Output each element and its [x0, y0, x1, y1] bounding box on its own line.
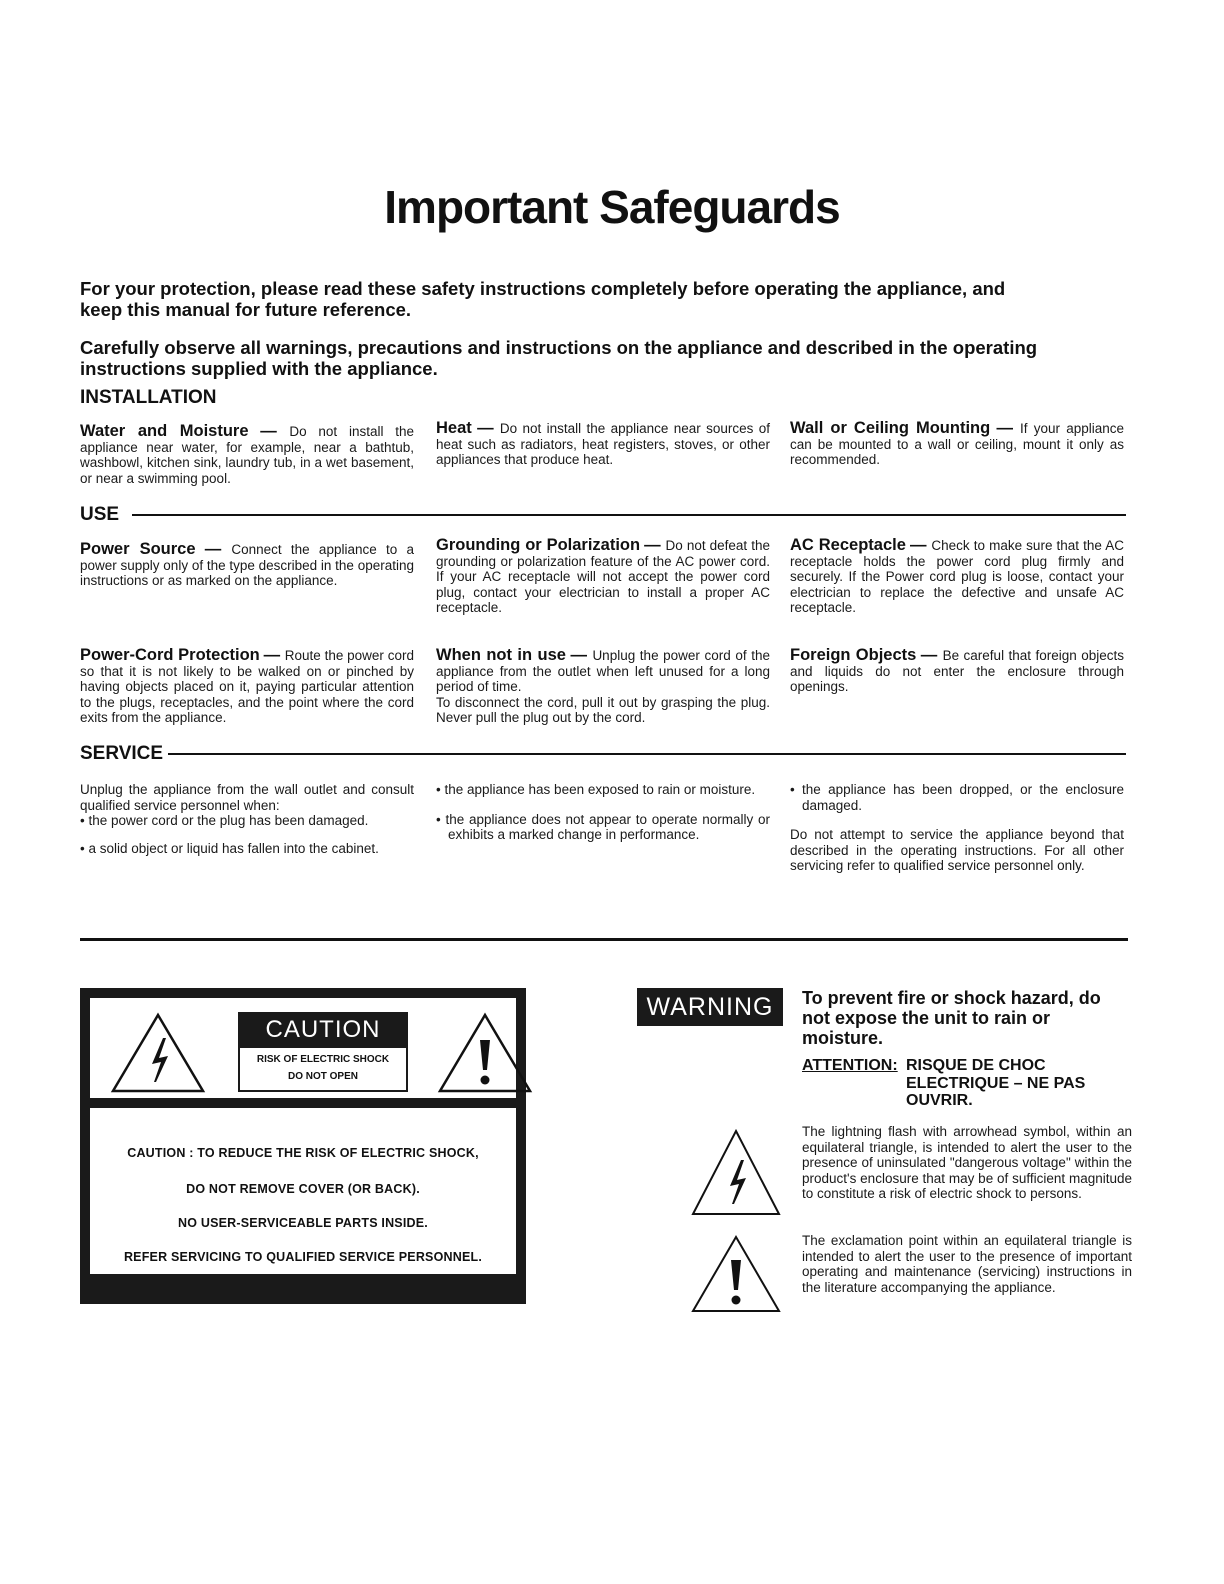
exclamation-symbol-text: The exclamation point within an equilateral triangle is intended to alert the user to the presence of important operating and maintenance (servicing) instructions in the literature accompanying the appliance. [802, 1233, 1132, 1295]
attention-label: ATTENTION: [802, 1057, 898, 1074]
page-title: Important Safeguards [384, 181, 840, 233]
caution-line-4: REFER SERVICING TO QUALIFIED SERVICE PERSONNEL. [123, 1250, 483, 1264]
lightning-triangle-icon [110, 1012, 206, 1094]
wall-mount-block: Wall or Ceiling Mounting — If your appliance can be mounted to a wall or ceiling, mount it only as recommended. [790, 419, 1125, 467]
intro-paragraph-2: Carefully observe all warnings, precautions and instructions on the appliance and described in the operating instructions supplied with the appliance. [80, 337, 1038, 379]
foreign-heading: Foreign Objects [790, 646, 917, 664]
grounding-heading: Grounding or Polarization [436, 536, 641, 554]
service-bullet-object: • a solid object or liquid has fallen into the cabinet. [80, 840, 379, 856]
caution-badge [238, 1012, 408, 1092]
ac-receptacle-body: Check to make sure that the AC receptacle holds the power cord plug firmly and securely. If the Power cord plug is loose, contact your electrician to replace the defective and unsafe AC receptacle. [790, 538, 1124, 615]
not-in-use-heading: When not in use [436, 646, 566, 664]
not-in-use-body-2: To disconnect the cord, pull it out by grasping the plug. Never pull the plug out by the cord. [436, 694, 770, 725]
use-divider [132, 514, 1126, 516]
service-col-3 [790, 782, 1124, 880]
service-col-1 [80, 782, 414, 862]
heat-heading: Heat [436, 419, 472, 437]
power-source-body: Connect the appliance to a power supply only of the type described in the operating instructions or as marked on the appliance. [80, 542, 414, 588]
caution-top-panel [90, 998, 516, 1098]
service-divider [168, 753, 1126, 755]
heat-block: Heat — Do not install the appliance near sources of heat such as radiators, heat registers, stoves, or other appliances that produce heat. [436, 419, 770, 467]
caution-word: CAUTION [238, 1012, 408, 1048]
wall-heading: Wall or Ceiling Mounting [790, 419, 991, 437]
not-in-use-block: When not in use — Unplug the power cord of the appliance from the outlet when left unused for a long period of time. To disconnect the cord, pull it out by grasping the plug. Never pull the plug out by the cord. [436, 646, 770, 725]
cord-protection-body: Route the power cord so that it is not likely to be walked on or pinched by having objects placed on it, paying particular attention to the plugs, receptacles, and the point where the cord exits from the appliance. [80, 648, 414, 725]
cord-protection-heading: Power-Cord Protection [80, 646, 260, 664]
water-moisture-block: Water and Moisture — Do not install the appliance near water, for example, near a bathtub, washbowl, kitchen sink, laundry tub, in a wet basement, or near a swimming pool. [80, 422, 414, 486]
service-intro: Unplug the appliance from the wall outlet and consult qualified service personnel when: [80, 782, 414, 813]
section-service-label: SERVICE [80, 743, 164, 764]
cord-protection-block: Power-Cord Protection — Route the power cord so that it is not likely to be walked on or pinched by having objects placed on it, paying particular attention to the plugs, receptacles, and the point where the cord exits from the appliance. [80, 646, 414, 725]
caution-sub [238, 1048, 408, 1092]
caution-bottom-panel [90, 1108, 516, 1274]
power-source-block: Power Source — Connect the appliance to a power supply only of the type described in the operating instructions or as marked on the appliance. [80, 540, 414, 588]
caution-line-3: NO USER-SERVICEABLE PARTS INSIDE. [178, 1216, 428, 1230]
exclamation-triangle-icon [690, 1234, 782, 1314]
grounding-block: Grounding or Polarization — Do not defeat the grounding or polarization feature of the AC power cord. If your AC receptacle will not accept the power cord plug, contact your electrician to install a proper AC receptacle. [436, 536, 770, 615]
service-bullet-cord: • the power cord or the plug has been damaged. [80, 813, 369, 828]
service-bullet-rain: • the appliance has been exposed to rain or moisture. [436, 782, 756, 797]
warning-text: To prevent fire or shock hazard, do not expose the unit to rain or moisture. [802, 988, 1101, 1048]
water-heading: Water and Moisture [80, 422, 249, 440]
attention-text: RISQUE DE CHOC ELECTRIQUE – NE PAS OUVRIR. [906, 1057, 1086, 1109]
exclamation-triangle-icon [437, 1012, 533, 1094]
service-col-2 [436, 782, 770, 849]
caution-line-1: CAUTION : TO REDUCE THE RISK OF ELECTRIC SHOCK, [127, 1146, 479, 1160]
not-in-use-body: Unplug the power cord of the appliance from the outlet when left unused for a long period of time. [436, 648, 770, 694]
caution-label-panel [80, 988, 526, 1304]
service-bullet-dropped: • the appliance has been dropped, or the enclosure damaged. [790, 782, 1124, 813]
caution-sub-line-2: DO NOT OPEN [287, 1071, 358, 1082]
foreign-body: Be careful that foreign objects and liquids do not enter the enclosure through openings. [790, 648, 1124, 694]
lightning-triangle-icon [690, 1128, 782, 1218]
foreign-objects-block: Foreign Objects — Be careful that foreign objects and liquids do not enter the enclosure through openings. [790, 646, 1124, 694]
ac-receptacle-block: AC Receptacle — Check to make sure that the AC receptacle holds the power cord plug firmly and securely. If the Power cord plug is loose, contact your electrician to replace the defective and unsafe AC receptacle. [790, 536, 1124, 615]
section-installation-label: INSTALLATION [80, 387, 217, 408]
lightning-symbol-text: The lightning flash with arrowhead symbol, within an equilateral triangle, is intended to alert the user to the presence of uninsulated "dangerous voltage" within the product's enclosure that may be of sufficient magnitude to constitute a risk of electric shock to persons. [802, 1124, 1132, 1201]
wall-body: If your appliance can be mounted to a wall or ceiling, mount it only as recommended. [790, 421, 1125, 467]
water-body: Do not install the appliance near water, for example, near a bathtub, washbowl, kitchen sink, laundry tub, in a wet basement, or near a swimming pool. [80, 424, 414, 486]
ac-receptacle-heading: AC Receptacle [790, 536, 906, 554]
section-rule [80, 938, 1128, 941]
grounding-body: Do not defeat the grounding or polarization feature of the AC power cord. If your AC receptacle will not accept the power cord plug, contact your electrician to install a proper AC receptacle. [436, 538, 770, 615]
service-bullet-operate: • the appliance does not appear to operate normally or exhibits a marked change in performance. [436, 811, 770, 842]
intro-paragraph-1: For your protection, please read these safety instructions completely before operating the appliance, and keep this manual for future reference. [80, 278, 1006, 320]
caution-sub-line-1: RISK OF ELECTRIC SHOCK [256, 1054, 390, 1065]
heat-body: Do not install the appliance near sources of heat such as radiators, heat registers, stoves, or other appliances that produce heat. [436, 421, 770, 467]
section-use-label: USE [80, 504, 120, 525]
warning-badge: WARNING [637, 988, 783, 1026]
power-source-heading: Power Source [80, 540, 196, 558]
attention-block [802, 1057, 1132, 1110]
caution-line-2: DO NOT REMOVE COVER (OR BACK). [186, 1182, 420, 1196]
service-closing: Do not attempt to service the appliance beyond that described in the operating instructions. For all other servicing refer to qualified service personnel only. [790, 827, 1124, 873]
